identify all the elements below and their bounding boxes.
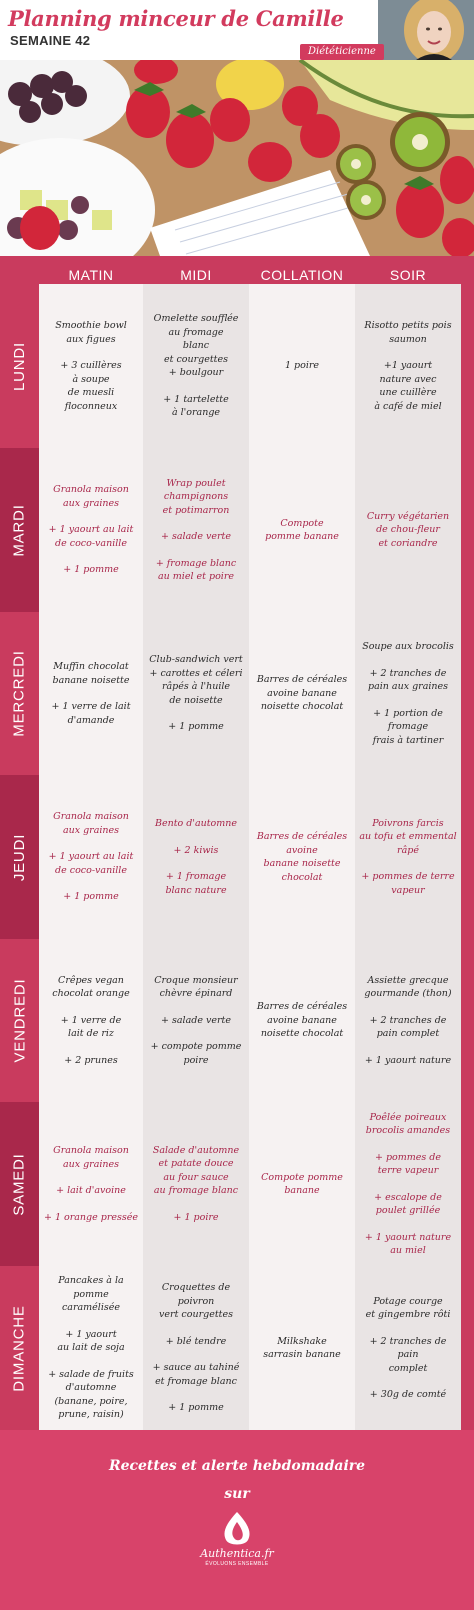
- meal-item: [154, 312, 239, 380]
- page-title: Planning minceur de Camille: [8, 6, 344, 31]
- meal-item: [261, 1171, 343, 1198]
- meal-item: [366, 1295, 451, 1322]
- meal-line: de chou-fleur: [376, 524, 440, 536]
- meal-line: + 1 fromage: [165, 871, 227, 882]
- meal-line: pomme banane: [265, 531, 339, 542]
- meal-line: champignons: [163, 491, 229, 502]
- meal-cell: [143, 1266, 249, 1430]
- meal-cell: [249, 1266, 355, 1430]
- meal-line: d'automne: [65, 1382, 117, 1394]
- meal-item: [257, 1000, 347, 1041]
- meal-line: de coco-vanille: [55, 864, 127, 876]
- meal-line: Barres de céréales: [256, 831, 348, 842]
- meal-line: Croquettes de poivron: [161, 1282, 231, 1307]
- meal-line: blanc: [182, 340, 210, 352]
- meal-item: [257, 673, 347, 714]
- meal-item: [168, 1401, 223, 1415]
- footer-text: Recettes et alerte hebdomadaire: [108, 1458, 366, 1474]
- meal-item: [49, 850, 134, 877]
- meal-cell: [355, 448, 461, 612]
- meal-item: [367, 510, 449, 551]
- meal-item: [257, 830, 347, 884]
- meal-item: [153, 1144, 239, 1198]
- day-name: DIMANCHE: [11, 1304, 28, 1392]
- meal-line: une cuillère: [379, 387, 437, 398]
- footer-sur: sur: [224, 1486, 250, 1502]
- meal-line: de muesli: [67, 387, 115, 398]
- meal-cell: [249, 612, 355, 775]
- meal-item: [168, 720, 223, 734]
- meal-line: + 1 pomme: [168, 721, 224, 733]
- day-label-vendredi: [0, 939, 39, 1102]
- meal-cell: [355, 775, 461, 939]
- meal-cell: [355, 284, 461, 448]
- meal-line: de coco-vanille: [55, 537, 127, 549]
- meal-cell: [39, 939, 143, 1102]
- meal-line: noisette chocolat: [260, 701, 344, 713]
- meal-line: + sauce au tahiné: [152, 1362, 240, 1374]
- meal-item: [48, 1368, 134, 1422]
- meal-item: [374, 1191, 442, 1218]
- meal-line: avoine: [286, 844, 318, 856]
- meal-line: + 1 yaourt: [65, 1328, 117, 1340]
- meal-item: [149, 653, 242, 707]
- meal-item: [265, 517, 339, 544]
- meal-cell: [39, 612, 143, 775]
- meal-cell: [39, 448, 143, 612]
- meal-item: [362, 640, 454, 654]
- meal-item: [53, 660, 130, 687]
- column-header-matin: MATIN: [68, 267, 114, 283]
- meal-line: Potage courge: [373, 1295, 443, 1307]
- meal-line: banane noisette: [263, 858, 341, 869]
- meal-cell: [355, 612, 461, 775]
- meal-line: et patate douce: [158, 1158, 234, 1170]
- meal-cell: [143, 775, 249, 939]
- meal-item: [161, 1014, 231, 1028]
- meal-line: au fromage blanc: [153, 1185, 239, 1197]
- meal-line: aux graines: [62, 1158, 120, 1170]
- column-header-soir: SOIR: [389, 267, 427, 283]
- meal-line: + 1 yaourt nature: [364, 1054, 452, 1066]
- meal-line: + 1 verre de lait: [51, 701, 131, 712]
- meal-line: et gingembre rôti: [365, 1309, 451, 1320]
- meal-line: vert courgettes: [159, 1309, 233, 1321]
- meal-item: [63, 890, 118, 904]
- meal-line: au miel: [390, 1245, 426, 1256]
- meal-line: + 1 pomme: [63, 564, 119, 576]
- meal-item: [151, 1040, 242, 1067]
- column-header-collation: COLLATION: [260, 267, 344, 283]
- meal-item: [365, 1054, 451, 1068]
- meal-item: [359, 707, 457, 748]
- meal-line: banane noisette: [52, 674, 130, 686]
- meal-line: saumon: [389, 333, 427, 345]
- page-header: [0, 0, 474, 60]
- meal-line: Curry végétarien: [366, 510, 450, 522]
- meal-item: [364, 974, 451, 1001]
- meal-line: Milkshake: [277, 1335, 327, 1347]
- meal-line: Crêpes vegan: [58, 974, 124, 986]
- meal-line: Salade d'automne: [152, 1144, 240, 1156]
- meal-item: [165, 870, 226, 897]
- meal-line: Croque monsieur: [154, 974, 238, 986]
- meal-line: +1 yaourt: [383, 360, 433, 371]
- meal-line: Granola maison: [53, 484, 129, 496]
- meal-planning-table: [0, 256, 474, 1430]
- meal-cell: [143, 1102, 249, 1266]
- meal-item: [153, 1361, 240, 1388]
- meal-item: [368, 667, 448, 694]
- meal-cell: [249, 448, 355, 612]
- day-label-samedi: [0, 1102, 39, 1266]
- meal-line: + 3 cuillères: [60, 360, 122, 371]
- meal-line: sarrasin banane: [263, 1349, 341, 1360]
- meal-line: Omelette soufflée: [153, 313, 239, 325]
- meal-line: gourmande (thon): [364, 988, 452, 1000]
- meal-line: Smoothie bowl: [55, 320, 127, 331]
- meal-line: Soupe aux brocolis: [362, 641, 454, 652]
- meal-line: et courgettes: [164, 353, 228, 365]
- meal-line: + boulgour: [168, 367, 224, 379]
- meal-cell: [249, 939, 355, 1102]
- meal-line: Pancakes à la: [58, 1275, 124, 1287]
- meal-line: poulet grillée: [375, 1205, 441, 1216]
- day-label-mercredi: [0, 612, 39, 775]
- meal-line: prune, raisin): [58, 1409, 124, 1421]
- meal-line: chèvre épinard: [159, 988, 233, 1000]
- meal-line: + 2 tranches de: [369, 1014, 447, 1026]
- meal-grid: [39, 284, 474, 1430]
- day-name: SAMEDI: [11, 1152, 28, 1216]
- meal-line: + carottes et céleri: [149, 667, 243, 679]
- meal-cell: [355, 939, 461, 1102]
- meal-item: [263, 1335, 341, 1362]
- meal-item: [56, 1184, 126, 1198]
- meal-line: pain aux graines: [367, 681, 449, 692]
- meal-line: + 2 tranches de: [369, 667, 447, 679]
- meal-line: vapeur: [391, 884, 425, 896]
- meal-line: + pommes de: [374, 1151, 442, 1163]
- meal-line: au fromage: [168, 326, 224, 338]
- meal-line: + 30g de comté: [369, 1389, 447, 1400]
- meal-line: au lait de soja: [57, 1342, 125, 1354]
- meal-line: et fromage blanc: [155, 1375, 237, 1387]
- meal-item: [174, 844, 219, 858]
- meal-item: [361, 870, 454, 897]
- meal-line: Club-sandwich vert: [149, 654, 243, 666]
- meal-cell: [355, 1102, 461, 1266]
- meal-line: Compote: [280, 517, 324, 529]
- meal-cell: [39, 775, 143, 939]
- meal-line: chocolat orange: [52, 988, 130, 1000]
- meal-item: [57, 1328, 124, 1355]
- meal-item: [51, 700, 130, 727]
- meal-line: + 2 kiwis: [173, 844, 219, 856]
- meal-line: chocolat: [281, 871, 323, 883]
- meal-line: et coriandre: [378, 537, 438, 549]
- meal-item: [61, 1014, 121, 1041]
- meal-line: + 1 yaourt nature: [364, 1231, 452, 1243]
- meal-line: à café de miel: [374, 400, 442, 412]
- day-name: LUNDI: [11, 341, 29, 391]
- meal-line: complet: [388, 1362, 428, 1374]
- meal-item: [155, 817, 237, 831]
- meal-cell: [249, 284, 355, 448]
- meal-line: nature avec: [379, 373, 437, 385]
- meal-line: avoine banane: [267, 687, 337, 699]
- meal-line: d'amande: [67, 714, 115, 726]
- meal-line: + 2 tranches de pain: [369, 1335, 447, 1360]
- meal-line: aux graines: [62, 824, 120, 836]
- column-header-midi: MIDI: [180, 267, 212, 283]
- meal-line: frais à tartiner: [372, 734, 444, 746]
- meal-cell: [143, 284, 249, 448]
- meal-line: Barres de céréales: [256, 674, 348, 686]
- meal-item: [44, 1211, 138, 1225]
- meal-cell: [39, 1266, 143, 1430]
- meal-line: Wrap poulet: [166, 477, 226, 489]
- dietitian-badge: Diététicienne: [300, 44, 384, 60]
- meal-item: [370, 1014, 447, 1041]
- meal-item: [53, 483, 129, 510]
- meal-line: + 2 prunes: [64, 1054, 118, 1066]
- meal-item: [374, 359, 441, 413]
- meal-item: [359, 817, 456, 858]
- meal-line: à soupe: [72, 373, 110, 385]
- meal-line: + escalope de: [374, 1191, 442, 1203]
- meal-line: Barres de céréales: [256, 1001, 348, 1013]
- meal-line: au miel et poire: [158, 571, 234, 582]
- meal-line: Granola maison: [53, 1145, 129, 1156]
- meal-item: [60, 359, 121, 413]
- meal-line: Bento d'automne: [154, 818, 238, 829]
- meal-cell: [39, 1102, 143, 1266]
- day-label-jeudi: [0, 775, 39, 939]
- meal-item: [161, 530, 231, 544]
- meal-line: avoine banane: [267, 1014, 337, 1026]
- day-label-mardi: [0, 448, 39, 612]
- brand-name: Authentica.fr: [200, 1547, 274, 1560]
- meal-cell: [39, 284, 143, 448]
- meal-line: (banane, poire,: [54, 1395, 128, 1407]
- meal-item: [53, 810, 129, 837]
- avatar-photo: [378, 0, 474, 60]
- avatar: [378, 0, 474, 60]
- meal-line: + 1 orange pressée: [43, 1211, 139, 1223]
- meal-line: au four sauce: [163, 1171, 229, 1183]
- meal-item: [55, 319, 127, 346]
- meal-line: et potimarron: [162, 504, 230, 516]
- meal-line: + blé tendre: [165, 1335, 227, 1347]
- meal-line: lait de riz: [68, 1028, 114, 1040]
- meal-line: + salade de fruits: [48, 1368, 134, 1380]
- meal-item: [63, 563, 118, 577]
- meal-item: [366, 1111, 450, 1138]
- meal-line: banane: [284, 1185, 320, 1196]
- meal-item: [64, 1054, 117, 1068]
- meal-item: [156, 557, 236, 584]
- meal-line: + salade verte: [161, 531, 231, 542]
- meal-line: pomme caramélisée: [61, 1288, 121, 1314]
- day-name: MARDI: [11, 503, 28, 557]
- meal-line: terre vapeur: [377, 1165, 439, 1176]
- meal-item: [364, 319, 451, 346]
- meal-line: + compote pomme: [150, 1041, 242, 1053]
- meal-item: [285, 359, 319, 373]
- meal-line: à l'orange: [171, 407, 221, 419]
- meal-cell: [143, 939, 249, 1102]
- meal-item: [163, 477, 230, 518]
- day-label-lundi: [0, 284, 39, 448]
- meal-line: Muffin chocolat: [53, 661, 129, 672]
- meal-line: Poivrons farcis: [372, 817, 444, 829]
- meal-line: râpé: [397, 844, 419, 856]
- meal-item: [52, 974, 129, 1001]
- brand-tagline: ÉVOLUONS ENSEMBLE: [205, 1561, 269, 1567]
- meal-item: [359, 1335, 457, 1376]
- meal-line: Risotto petits pois: [364, 320, 452, 331]
- meal-line: + salade verte: [161, 1014, 231, 1026]
- meal-line: 1 poire: [284, 360, 320, 372]
- meal-item: [166, 1335, 227, 1349]
- meal-line: brocolis amandes: [365, 1125, 451, 1136]
- meal-line: + lait d'avoine: [56, 1185, 126, 1196]
- fruit-photo: [0, 60, 474, 256]
- meal-item: [154, 974, 237, 1001]
- meal-line: aux graines: [62, 497, 120, 509]
- meal-item: [375, 1151, 441, 1178]
- meal-cell: [143, 612, 249, 775]
- meal-item: [365, 1231, 451, 1258]
- meal-line: blanc nature: [165, 884, 227, 896]
- meal-line: de noisette: [169, 694, 223, 706]
- meal-line: floconneux: [64, 400, 118, 412]
- meal-line: poire: [183, 1054, 209, 1066]
- meal-cell: [249, 1102, 355, 1266]
- meal-line: + 1 yaourt au lait: [48, 851, 134, 863]
- meal-line: + 1 yaourt au lait: [48, 524, 134, 536]
- meal-cell: [249, 775, 355, 939]
- meal-line: + 1 tartelette: [163, 393, 229, 405]
- meal-line: Compote pomme: [261, 1171, 343, 1183]
- meal-line: noisette chocolat: [260, 1028, 344, 1040]
- meal-line: pain complet: [376, 1028, 440, 1040]
- meal-item: [49, 523, 134, 550]
- meal-line: râpés à l'huile: [161, 681, 231, 693]
- day-name: JEUDI: [11, 833, 28, 881]
- meal-item: [370, 1388, 446, 1402]
- meal-cell: [143, 448, 249, 612]
- day-name: MERCREDI: [11, 650, 28, 737]
- meal-line: Granola maison: [53, 811, 129, 823]
- fruit-illustration: [0, 60, 474, 256]
- footer: [0, 1430, 474, 1610]
- week-label: SEMAINE 42: [10, 33, 91, 48]
- meal-line: + 1 verre de: [60, 1014, 122, 1026]
- meal-line: + 1 pomme: [63, 891, 119, 903]
- meal-item: [43, 1274, 139, 1315]
- day-name: VENDREDI: [11, 978, 29, 1063]
- meal-cell: [355, 1266, 461, 1430]
- meal-line: + fromage blanc: [155, 557, 237, 569]
- meal-line: au tofu et emmental: [359, 831, 457, 843]
- meal-line: aux figues: [66, 333, 116, 345]
- meal-item: [173, 1211, 218, 1225]
- day-label-dimanche: [0, 1266, 39, 1430]
- meal-line: + 1 poire: [173, 1211, 219, 1223]
- meal-line: + 1 portion de fromage: [373, 707, 443, 732]
- meal-item: [147, 1281, 245, 1322]
- meal-line: Assiette grecque: [367, 974, 449, 986]
- meal-line: + 1 pomme: [168, 1402, 224, 1414]
- meal-item: [53, 1144, 129, 1171]
- meal-item: [163, 393, 228, 420]
- meal-line: + pommes de terre: [361, 871, 455, 883]
- meal-line: Poêlée poireaux: [369, 1111, 447, 1123]
